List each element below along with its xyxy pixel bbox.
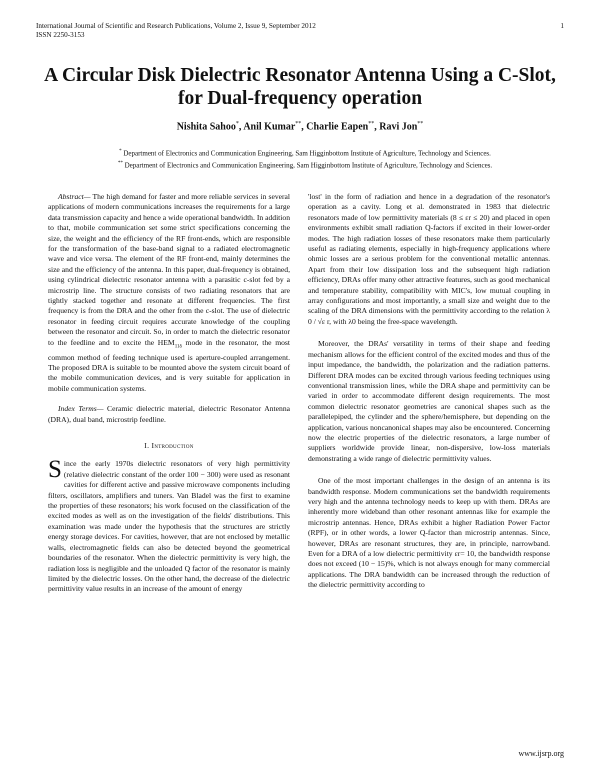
running-header [36,22,316,40]
abstract [48,192,290,394]
paper-title: A Circular Disk Dielectric Resonator Antenna Using a C-Slot, for Dual-frequency operation [44,65,556,109]
page-number: 1 [560,22,564,30]
footer-url: www.ijsrp.org [518,749,564,758]
abstract-text: The high demand for faster and more reliable services in several applications of modern communications increases the requirements for a large data transmission capacity and hence a wide operational bandwidth. In addition to that, mobile communication set some strict specifications concerning the size, the weight and the efficiency of the RF front-ends, which are responsible for the transformation of the base-band signal to a radiated electromagnetic wave and vice versa. The element of the RF front-end, mainly determines the size and the efficiency of the antenna. In this paper, dual-frequency is obtained, using cylindrical dielectric resonator antenna with a parasitic c-slot fed by a microstrip line. The structure consists of two radiating resonators that are tightly stacked together and resonate at different frequencies. The first frequency is from the DRA and the other from the c-slot. The use of dielectric resonator in feeding circuit requires accurate knowledge of the coupling between the resonator and circuit. So, in order to match the dielectric resonator to the feedline and to excite the HEM [48,192,290,347]
intro-paragraph [48,456,290,594]
intro-text: ince the early 1970s dielectric resonators of very high permittivity (relative dielectric constant of the order 100 − 300) were used as resonant cavities for different active and passive microwave components including filters, oscillators, amplifiers and tuners. Van Bladel was the first to examine the properties of these resonators; his work focused on the classification of the excited modes as well as on the investigation of the fields' distributions. This examination was made under the hypothesis that the structures are strictly energy storage devices. For cavities, however, that are not enclosed by metallic walls, electromagnetic fields can also be detected beyond the geometrical boundaries of the resonator. When the dielectric permittivity is very high, the radiation loss is negligible and the unloaded Q factor of the resonator is mainly limited by the dielectric losses. On the other hand, the decrease of the dielectric permittivity value results in an increase of the amount of energy [48,459,290,594]
affiliation-line: * Department of Electronics and Communication Engineering, Sam Higginbottom Institute of Agriculture, Technology and Sciences. [119,149,491,158]
section-number: I. [144,441,150,451]
author-list: Nishita Sahoo*, Anil Kumar**, Charlie Eapen**, Ravi Jon** [176,121,424,133]
abstract-text-cont: mode in the resonator, the most common method of feeding technique used is aperture-coupled arrangement. The proposed DRA is suitable to be mounted above the system circuit board of the mobile communication devices, and is very suitable for application in mobile communication systems. [48,337,291,393]
section-title: Introduction [151,441,194,451]
left-column [48,192,290,603]
mode-subscript: 11δ [174,344,182,350]
body-paragraph: Moreover, the DRAs' versatility in terms of their shape and feeding mechanism allows for the efficient control of the excited modes and thus of the input impedance, the bandwidth, the polarization and the radiation patterns. Different DRA modes can be excited through various feeding techniques using conventional transmission lines, while the DRA shape and permittivity can be varied in order to accommodate different design requirements. The most common dielectric resonator geometries are canonical shapes such as the parallelepiped, the cylinder and the sphere/hemisphere, but depending on the application, various noncanonical shapes may also be encountered. Concerning now the electric properties of the dielectric resonators, a large number of suppliers worldwide provide linear, non-dispersive, low-loss materials demonstrating a wide range of dielectric permittivity values. [308,339,550,463]
index-terms [48,404,290,425]
journal-line: International Journal of Scientific and Research Publications, Volume 2, Issue 9, September 2012 [36,22,316,30]
issn: ISSN 2250-3153 [36,31,85,39]
affil-mark: ** [417,121,424,127]
body-paragraph: 'lost' in the form of radiation and hence in a degradation of the resonator's operation as a cavity. Long et al. demonstrated in 1983 that dielectric resonators made of low permittivity materials (8 ≤ εr ≤ 20) and placed in open environments exhibit small radiation Q-factors if excited in their lower-order modes. The high radiation losses of these resonators make them particularly useful as radiating elements, especially in high-frequency applications where ohmic losses are a serious problem for the conventional metallic antennas. Apart from their low dissipation loss and the subsequent high radiation efficiency, DRAs offer many other attractive features, such as good mechanical and temperature stability, compatibility with MIC's, low mutual coupling in array configurations and most importantly, a small size and weight due to the scaling of the DRA dimensions with the permittivity according to the relation λ 0 / √ε r, with λ0 being the free-space wavelength. [308,192,550,326]
author-name: Ravi Jon [379,121,418,133]
affiliation-line: ** Department of Electronics and Communication Engineering, Sam Higginbottom Institute of Agriculture, Technology and Sciences. [117,160,493,170]
section-heading [48,441,290,451]
affil-mark: ** [295,121,302,127]
author-name: Charlie Eapen [306,121,369,133]
affil-mark: ** [368,121,375,127]
right-column [308,192,550,599]
author-name: Anil Kumar [243,121,296,133]
index-terms-label: Index Terms— [58,404,104,414]
body-paragraph: One of the most important challenges in the design of an antenna is its bandwidth response. Modern communications set the bandwidth requirements very high and the antenna technology needs to keep up with them. DRAs are inherently more wideband than other resonant antennas like for example the microstrip antennas. Hence, DRAs exhibit a higher Radiation Power Factor (RPF), or in other words, a lower Q-factor than microstrip antennas. Since, however, DRAs are resonant structures, they are, in principle, narrowband. Even for a DRA of a low dielectric permittivity εr= 10, the bandwidth response does not exceed (10 − 15)%, which is not always enough for many commercial applications. The DRA bandwidth can be increased through the reduction of the dielectric permittivity according to [308,476,550,590]
affiliations [50,147,560,171]
affil-mark: * [235,121,239,127]
drop-cap: S [48,456,62,484]
author-name: Nishita Sahoo [176,121,236,133]
index-terms-text: Ceramic dielectric material, dielectric Resonator Antenna (DRA), dual band, microstrip feedline. [48,404,290,424]
abstract-label: Abstract— [58,192,91,201]
